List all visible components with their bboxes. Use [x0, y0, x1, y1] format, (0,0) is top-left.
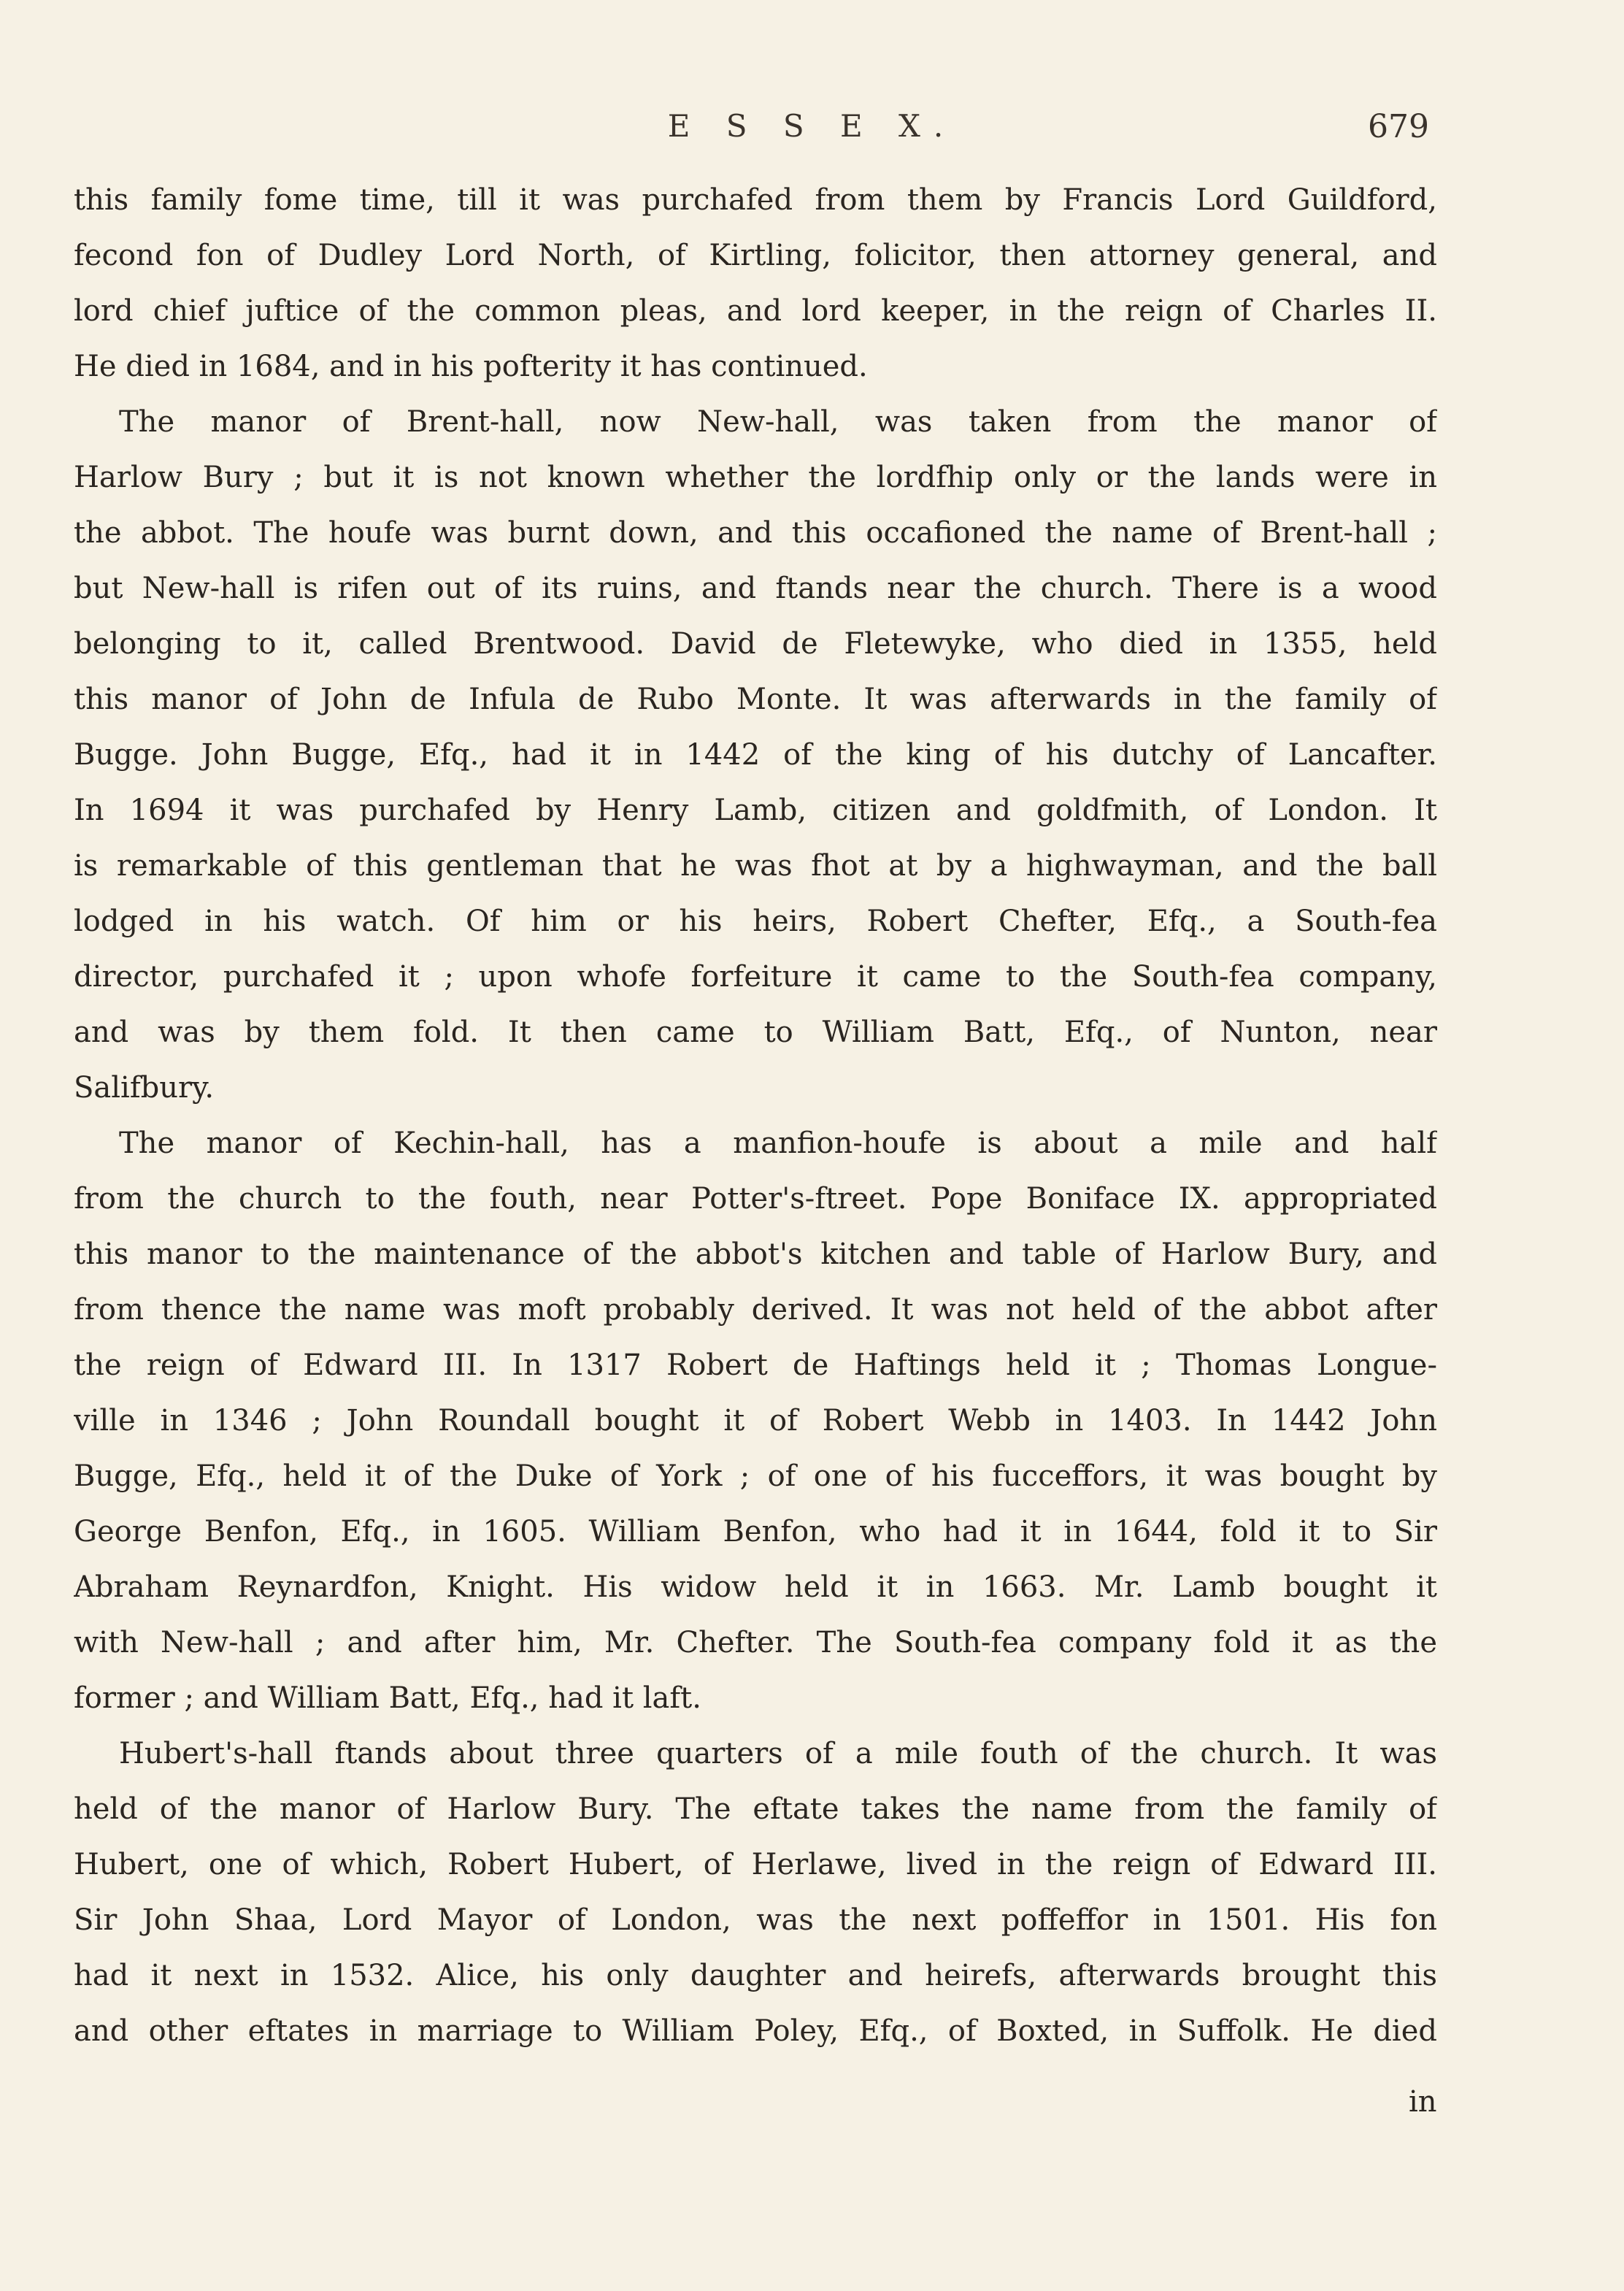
catchword: in — [1409, 2085, 1437, 2119]
text-line: is remarkable of this gentleman that he was fhot at by a highwayman, and the ball — [74, 849, 1437, 883]
text-line: lord chief juftice of the common pleas, and lord keeper, in the reign of Charles II. — [74, 294, 1437, 328]
text-line: lodged in his watch. Of him or his heirs, Robert Chefter, Efq., a South-fea — [74, 905, 1437, 938]
text-line: director, purchafed it ; upon whofe forfeiture it came to the South-fea company, — [74, 960, 1437, 994]
text-line: ville in 1346 ; John Roundall bought it of Robert Webb in 1403. In 1442 John — [74, 1404, 1437, 1438]
text-line: belonging to it, called Brentwood. David de Fletewyke, who died in 1355, held — [74, 627, 1437, 661]
text-line: from thence the name was moft probably derived. It was not held of the abbot after — [74, 1293, 1437, 1327]
text-line: He died in 1684, and in his pofterity it has continued. — [74, 350, 868, 383]
text-line: Sir John Shaa, Lord Mayor of London, was the next poffeffor in 1501. His fon — [74, 1903, 1437, 1937]
text-line: former ; and William Batt, Efq., had it laft. — [74, 1681, 701, 1715]
text-line: Salifbury. — [74, 1071, 215, 1105]
text-line: Abraham Reynardfon, Knight. His widow held it in 1663. Mr. Lamb bought it — [74, 1570, 1437, 1604]
page-number: 679 — [1368, 108, 1429, 145]
text-line: the abbot. The houfe was burnt down, and this occafioned the name of Brent-hall ; — [74, 516, 1437, 550]
text-line: and was by them fold. It then came to William Batt, Efq., of Nunton, near — [74, 1016, 1437, 1049]
text-line: In 1694 it was purchafed by Henry Lamb, citizen and goldfmith, of London. It — [74, 794, 1437, 827]
text-line: this manor of John de Infula de Rubo Monte. It was afterwards in the family of — [74, 683, 1437, 716]
text-line: Hubert's-hall ftands about three quarters of a mile fouth of the church. It was — [119, 1737, 1437, 1770]
body-text — [74, 172, 1437, 2059]
text-line: fecond fon of Dudley Lord North, of Kirtling, folicitor, then attorney general, and — [74, 239, 1437, 272]
text-line: Bugge, Efq., held it of the Duke of York ; of one of his fucceffors, it was bought by — [74, 1459, 1437, 1493]
text-line: and other eftates in marriage to William Poley, Efq., of Boxted, in Suffolk. He died — [74, 2014, 1437, 2048]
text-line: Harlow Bury ; but it is not known whether the lordfhip only or the lands were in — [74, 461, 1437, 494]
running-head: E S S E X. — [667, 108, 957, 144]
text-line: the reign of Edward III. In 1317 Robert de Haftings held it ; Thomas Longue- — [74, 1348, 1437, 1382]
text-line: but New-hall is rifen out of its ruins, and ftands near the church. There is a wood — [74, 572, 1437, 605]
text-line: The manor of Brent-hall, now New-hall, was taken from the manor of — [119, 405, 1437, 439]
text-line: The manor of Kechin-hall, has a manfion-houfe is about a mile and half — [119, 1127, 1437, 1160]
text-line: from the church to the fouth, near Potter's-ftreet. Pope Boniface IX. appropriated — [74, 1182, 1437, 1216]
text-line: with New-hall ; and after him, Mr. Chefter. The South-fea company fold it as the — [74, 1626, 1437, 1659]
text-line: George Benfon, Efq., in 1605. William Benfon, who had it in 1644, fold it to Sir — [74, 1515, 1437, 1549]
text-line: Bugge. John Bugge, Efq., had it in 1442 of the king of his dutchy of Lancafter. — [74, 738, 1437, 772]
text-line: had it next in 1532. Alice, his only daughter and heirefs, afterwards brought this — [74, 1959, 1437, 1992]
text-line: held of the manor of Harlow Bury. The eftate takes the name from the family of — [74, 1792, 1437, 1826]
text-line: Hubert, one of which, Robert Hubert, of Herlawe, lived in the reign of Edward III. — [74, 1848, 1437, 1881]
text-line: this manor to the maintenance of the abbot's kitchen and table of Harlow Bury, and — [74, 1237, 1437, 1271]
text-line: this family fome time, till it was purchafed from them by Francis Lord Guildford, — [74, 183, 1437, 217]
